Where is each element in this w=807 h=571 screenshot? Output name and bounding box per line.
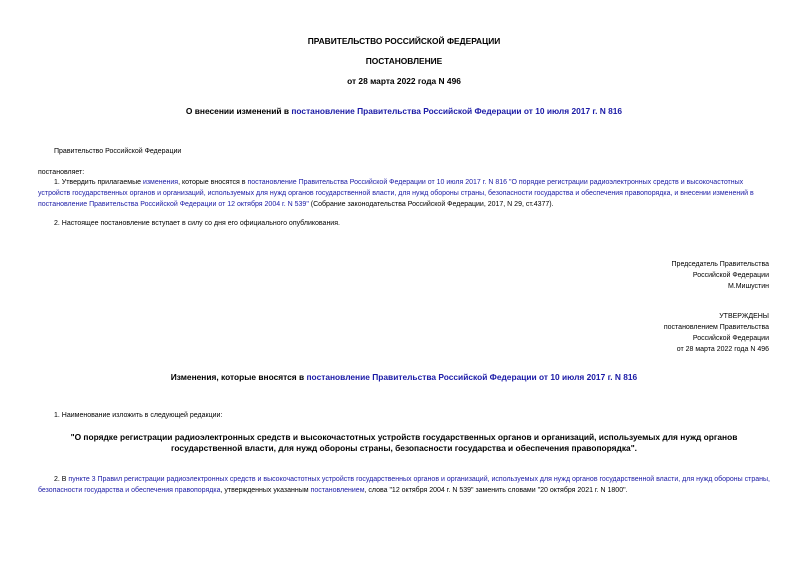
approval-block	[664, 311, 769, 355]
changes-title-prefix: Изменения, которые вносятся в	[170, 372, 307, 382]
paragraph-1	[38, 177, 770, 210]
item2-link-rules[interactable]: пункте 3 Правил регистрации радиоэлектронных средств и высокочастотных устройств государственных органов и организаций, используемых для нужд органов государственной власти, для нужд обороны страны, безопасности государства и обеспечения правопорядка	[38, 476, 770, 494]
doc-date-number: от 28 марта 2022 года N 496	[347, 76, 461, 86]
p1-link-changes[interactable]: изменения	[142, 179, 179, 186]
p1-link-resolution[interactable]: постановление Правительства Российской Федерации от 10 июля 2017 г. N 816 "О порядке регистрации радиоэлектронных средств и высокочастотных устройств государственных органов и организаций, используемых для нужд органов государственной власти, для нужд обороны страны, безопасности государства и обеспечения правопорядка, и внесении изменений в постановление Правительства Российской Федерации от 12 октября 2004 г. N 539"	[38, 179, 754, 208]
doc-title-link[interactable]: постановление Правительства Российской Федерации от 10 июля 2017 г. N 816	[291, 106, 623, 116]
approval-line-2: постановлением Правительства	[663, 324, 769, 331]
approval-line-1: УТВЕРЖДЕНЫ	[719, 313, 769, 320]
p1-text-c: (Собрание законодательства Российской Федерации, 2017, N 29, ст.4377).	[308, 201, 554, 208]
item2-text-b: , утвержденных указанным	[220, 487, 311, 494]
item2-text-a: 2. В	[54, 476, 69, 483]
signature-line-1: Председатель Правительства	[671, 261, 769, 268]
signature-line-3: М.Мишустин	[727, 283, 769, 290]
p1-text-b: , которые вносятся в	[178, 179, 248, 186]
doc-title-prefix: О внесении изменений в	[185, 106, 292, 116]
changes-title	[38, 372, 770, 382]
signature-line-2: Российской Федерации	[692, 272, 769, 279]
changes-quote: "О порядке регистрации радиоэлектронных средств и высокочастотных устройств государственных органов и организаций, используемых для нужд органов государственной власти, для нужд обороны страны, безопасности государства и обеспечения правопорядка".	[70, 432, 738, 453]
approval-line-4: от 28 марта 2022 года N 496	[676, 346, 769, 353]
issuer: Правительство Российской Федерации	[54, 148, 182, 155]
doc-type: ПОСТАНОВЛЕНИЕ	[365, 56, 443, 66]
changes-item-2	[38, 474, 770, 496]
resolves: постановляет:	[38, 169, 85, 176]
changes-item-1: 1. Наименование изложить в следующей редакции:	[54, 412, 223, 419]
item2-link-resolution[interactable]: постановлением	[310, 487, 365, 494]
p1-text-a: 1. Утвердить прилагаемые	[54, 179, 143, 186]
signature-block	[672, 259, 769, 292]
org-title: ПРАВИТЕЛЬСТВО РОССИЙСКОЙ ФЕДЕРАЦИИ	[307, 36, 501, 46]
item2-text-c: , слова "12 октября 2004 г. N 539" заменить словами "20 октября 2021 г. N 1800".	[364, 487, 628, 494]
approval-line-3: Российской Федерации	[692, 335, 769, 342]
paragraph-2: 2. Настоящее постановление вступает в силу со дня его официального опубликования.	[54, 220, 340, 227]
doc-title	[38, 106, 770, 116]
changes-title-link[interactable]: постановление Правительства Российской Федерации от 10 июля 2017 г. N 816	[306, 372, 638, 382]
